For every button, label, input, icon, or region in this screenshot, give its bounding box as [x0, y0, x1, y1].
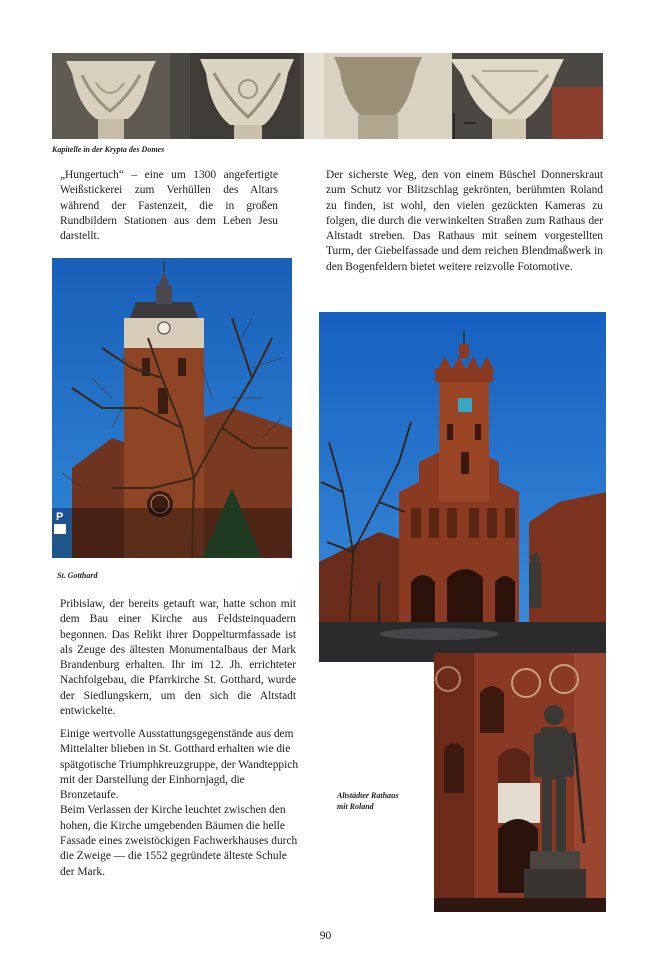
- photo-altstaedter-rathaus: [319, 312, 606, 662]
- page-number: 90: [319, 930, 332, 942]
- paragraph-hungertuch: „Hungertuch“ – eine um 1300 angefertigte Weißstickerei zum Verhüllen des Altars während der Fastenzeit, die in großen Rundbildern Stationen aus dem Leben Jesu darstellt.: [60, 169, 278, 243]
- paragraph-pribislaw: Pribislaw, der bereits getauft war, hatte schon mit dem Bau einer Kirche aus Feldsteinquadern begonnen. Das Relikt ihrer Doppelturmfassade ist als Zeuge des ältesten Monumentalbaus der Mark Brandenburg erhalten. Ihr im 12. Jh. errichteter Nachfolgebau, die Pfarrkirche St. Gotthard, wurde der Siedlungskern, um den sich die Altstadt entwickelte.: [60, 598, 296, 718]
- paragraph-roland: Der sicherste Weg, den von einem Büschel Donnerskraut zum Schutz vor Blitzschlag gekrönten, berühmten Roland zu finden, ist wohl, den vielen gezückten Kameras zu folgen, die durch die verwinkelten Straßen zum Rathaus der Altstadt streben. Das Rathaus mit seinem vorgestellten Turm, der Giebelfassade und dem reichen Blendmaßwerk in den Bogenfeldern bietet weitere reizvolle Fotomotive.: [326, 169, 603, 273]
- photo-crypt-capitals: [52, 53, 603, 139]
- parking-sign-letter: P: [56, 511, 64, 523]
- caption-rathaus-roland: Altstädter Rathaus mit Roland: [337, 791, 399, 811]
- photo-st-gotthard: [52, 258, 292, 558]
- caption-st-gotthard: St. Gotthard: [57, 571, 98, 580]
- caption-crypt: Kapitelle in der Krypta des Domes: [52, 145, 165, 154]
- photo-roland-statue: [434, 653, 606, 912]
- paragraph-ausstattung: Einige wertvolle Ausstattungsgegenstände aus dem Mittelalter blieben in St. Gotthard erhalten wie die spätgotische Triumphkreuzgruppe, der Wandteppich mit der Darstellung der Einhornjagd, die Bronzetaufe. Beim Verlassen der Kirche leuchtet zwischen den hohen, die Kirche umgebenden Bäumen die helle Fassade eines zweistöckigen Fachwerkhauses durch die Zweige — die 1552 gegründete älteste Schule der Mark.: [60, 728, 299, 878]
